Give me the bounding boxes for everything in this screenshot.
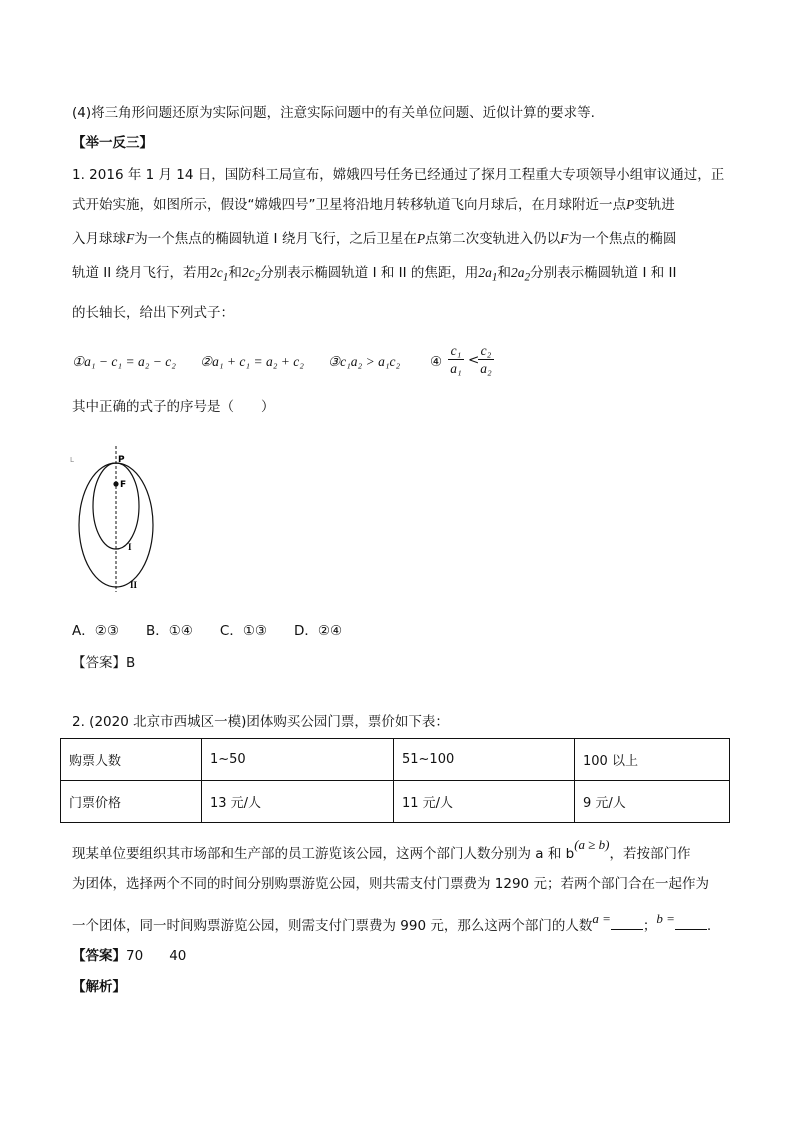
math-2c2: $2c_2$ [241, 265, 261, 284]
analysis-label: 【解析】 [72, 979, 126, 995]
q1-line-3 [72, 229, 676, 249]
and-1: 和 [228, 265, 242, 281]
q2-line-3: 为团体，选择两个不同的时间分别购票游览公园，则共需支付门票费为 1290 元；若两个部门合在一起作为 [72, 876, 709, 892]
table-cell: 9 元/人 [575, 781, 730, 823]
q1-line-2-tail: 变轨进 [634, 197, 675, 213]
ellipse-orbit-figure [68, 444, 168, 596]
q2-line-4-text: 一个团体，同一时间购票游览公园，则需支付门票费为 990 元，那么这两个部门的人数 [72, 918, 593, 934]
price-table [60, 738, 730, 823]
frac-2-den: a₂ [480, 361, 492, 376]
q1-line-3-tail: 为一个焦点的椭圆 [568, 231, 677, 247]
q2-line-2 [72, 837, 691, 864]
separator: ； [642, 918, 657, 934]
var-p: P [626, 197, 635, 212]
q1-line-4 [72, 263, 676, 288]
a-equals: a = [592, 911, 611, 926]
b-equals: b = [656, 911, 675, 926]
formula-row [72, 342, 572, 386]
answer-label: 【答案】 [72, 948, 126, 964]
math-2c1: $2c_1$ [210, 265, 229, 284]
focus-point [113, 481, 118, 486]
frac-1-den: a₁ [450, 361, 462, 376]
table-cell: 13 元/人 [202, 781, 394, 823]
condition-a-ge-b: (a ≥ b) [574, 837, 610, 852]
var-p-2: P [416, 231, 426, 246]
blank-a [611, 917, 643, 930]
formula-4-lt: < [468, 352, 480, 368]
label-ii: II [130, 580, 138, 590]
formula-4-frac-2 [478, 342, 494, 378]
q1-line-3-mid2: 点第二次变轨进入仍以 [425, 231, 561, 247]
q2-line-2-text: 现某单位要组织其市场部和生产部的员工游览该公园，这两个部门人数分别为 a 和 b [72, 846, 575, 862]
frac-2-num: c₂ [478, 342, 494, 360]
q2-answer [72, 946, 186, 966]
q1-line-3-mid: 为一个焦点的椭圆轨道 I 绕月飞行，之后卫星在 [134, 231, 417, 247]
table-row [61, 781, 730, 823]
q1-line-5: 的长轴长，给出下列式子： [72, 305, 234, 321]
table-cell: 51~100 [394, 739, 575, 781]
answer-a: 70 [126, 948, 144, 964]
formula-4-prefix: ④ [430, 354, 443, 370]
q1-line-4-mid: 分别表示椭圆轨道 I 和 II 的焦距，用 [260, 265, 479, 281]
formula-1: ①a₁ − c₁ = a₂ − c₂ [72, 354, 176, 369]
q1-line-4-tail: 分别表示椭圆轨道 I 和 II [530, 265, 677, 281]
math-2a1: $2a_1$ [478, 265, 498, 284]
formula-4-frac-1 [448, 342, 464, 378]
intro-line: (4)将三角形问题还原为实际问题，注意实际问题中的有关单位问题、近似计算的要求等. [72, 105, 595, 121]
table-cell: 门票价格 [61, 781, 202, 823]
label-i: I [128, 542, 132, 552]
blank-b [675, 917, 707, 930]
table-cell: 1~50 [202, 739, 394, 781]
q1-line-2-text: 式开始实施，如图所示，假设“嫦娥四号”卫星将沿地月转移轨道飞向月球后，在月球附近一点 [72, 197, 626, 213]
q1-line-4-text: 轨道 II 绕月飞行，若用 [72, 265, 211, 281]
end-period: . [706, 918, 712, 934]
label-p: P [118, 455, 125, 465]
q1-question: 其中正确的式子的序号是（ ） [72, 399, 275, 415]
math-2a2: $2a_2$ [511, 265, 531, 284]
q1-line-2 [72, 195, 675, 215]
table-cell: 100 以上 [575, 739, 730, 781]
frac-1-num: c₁ [448, 342, 464, 360]
section-heading: 【举一反三】 [72, 135, 153, 151]
q2-line-4 [72, 911, 712, 936]
formula-3: ③c₁a₂ > a₁c₂ [328, 354, 401, 369]
table-cell: 购票人数 [61, 739, 202, 781]
var-f: F [126, 231, 135, 246]
formula-2: ②a₁ + c₁ = a₂ + c₂ [200, 354, 304, 369]
q1-options: A．②③ B．①④ C．①③ D．②④ [72, 623, 343, 639]
corner-mark: L [70, 456, 74, 464]
q1-line-3-text: 入月球球 [72, 231, 126, 247]
table-cell: 11 元/人 [394, 781, 575, 823]
q2-line-1: 2. (2020 北京市西城区一模)团体购买公园门票，票价如下表： [72, 714, 449, 730]
q1-answer: 【答案】B [72, 655, 136, 671]
label-f: F [120, 480, 127, 490]
table-row [61, 739, 730, 781]
answer-b: 40 [169, 948, 187, 964]
var-f-2: F [560, 231, 569, 246]
q2-line-2-tail: ，若按部门作 [609, 846, 691, 862]
q1-line-1: 1. 2016 年 1 月 14 日，国防科工局宣布，嫦娥四号任务已经通过了探月工程重大专项领导小组审议通过，正 [72, 167, 725, 183]
and-2: 和 [497, 265, 512, 281]
